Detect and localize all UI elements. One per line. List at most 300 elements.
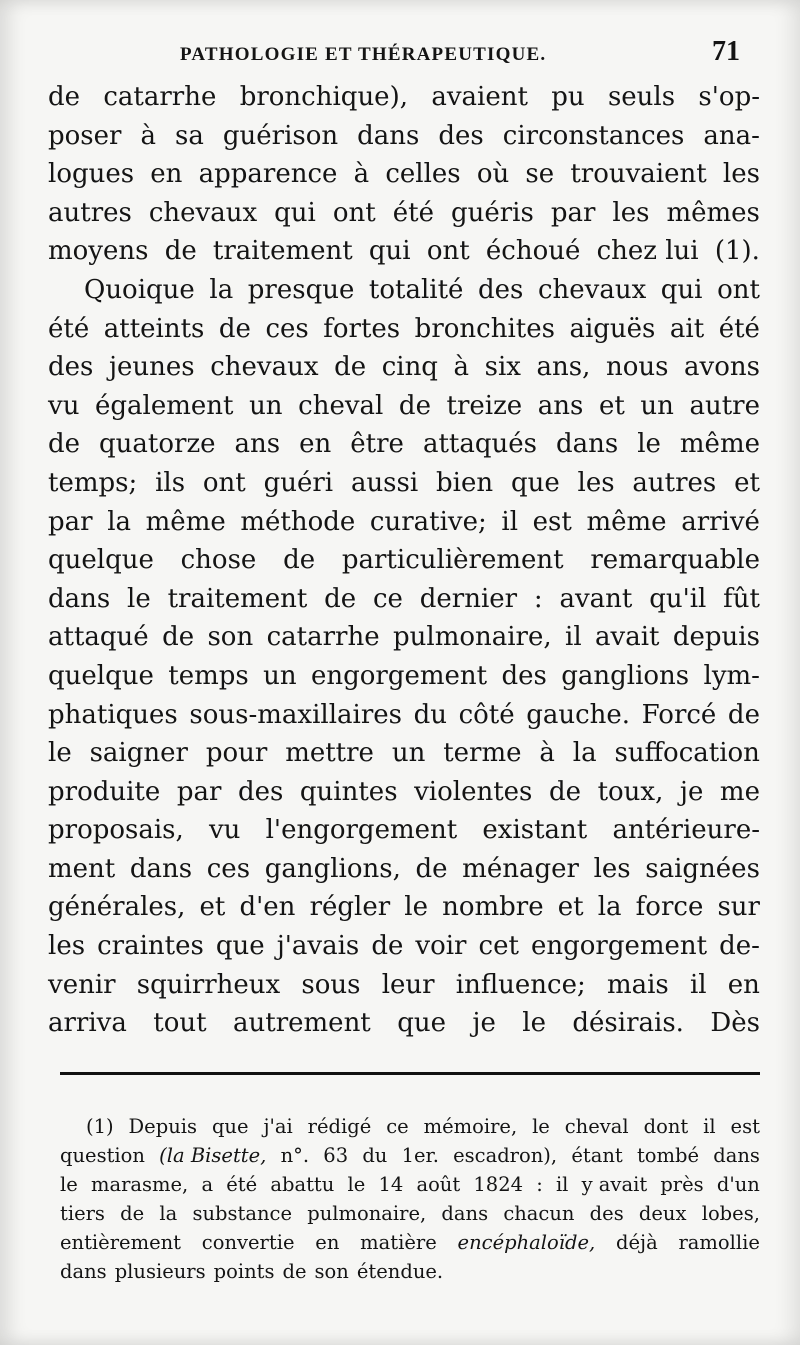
- word: fût: [723, 583, 760, 614]
- word: temps;: [48, 467, 138, 498]
- word: également: [95, 390, 234, 421]
- word: été: [718, 313, 760, 344]
- word: des: [501, 660, 547, 691]
- footnote-word: j'ai: [263, 1115, 293, 1138]
- text-line: [48, 773, 760, 812]
- footnote-word: plusieurs: [114, 1260, 206, 1283]
- text-line: [48, 888, 760, 927]
- footnote-word: le: [347, 1173, 366, 1196]
- word: où: [476, 159, 510, 190]
- word: le: [637, 429, 661, 460]
- word: antérieure-: [612, 815, 760, 846]
- word: me: [719, 776, 760, 807]
- word: cheval: [298, 390, 384, 421]
- text-line: [48, 618, 760, 657]
- text-line: [48, 927, 760, 966]
- word: cet: [478, 931, 519, 962]
- text-line: [48, 387, 760, 426]
- word: suffocation: [614, 738, 760, 769]
- footnote-word: :: [536, 1173, 543, 1196]
- word: ans: [234, 429, 281, 460]
- word: squirrheux: [136, 969, 281, 1000]
- word: mêmes: [666, 197, 760, 228]
- footnote-word: 1er.: [401, 1144, 439, 1167]
- word: influence;: [455, 969, 586, 1000]
- text-line: [48, 811, 760, 850]
- word: catarrhe: [266, 622, 380, 653]
- word: de: [218, 313, 251, 344]
- word: sur: [717, 892, 760, 923]
- word: avaient: [431, 82, 528, 112]
- footnote-word: 63: [323, 1144, 349, 1167]
- word: saigner: [89, 738, 188, 769]
- word: mais: [606, 969, 669, 1000]
- footnote-word: son: [314, 1260, 349, 1283]
- footnote-word: chacun: [503, 1202, 575, 1225]
- word: bronchique),: [239, 82, 408, 112]
- footnote-line: [60, 1199, 760, 1228]
- word: sa: [175, 120, 204, 151]
- word: sous: [301, 969, 361, 1000]
- word: bien: [436, 467, 494, 498]
- word: saignées: [645, 853, 760, 884]
- word: aussi: [350, 467, 419, 498]
- footnote-word: pulmonaire,: [307, 1202, 427, 1225]
- text-line: [48, 657, 760, 696]
- word: autre: [689, 390, 760, 421]
- word: ont: [202, 467, 246, 498]
- word: à: [539, 738, 555, 769]
- text-line: [48, 696, 760, 735]
- word: celles: [385, 159, 461, 190]
- word: les: [722, 159, 760, 190]
- word: autrement: [233, 1008, 371, 1039]
- word: de: [162, 622, 195, 653]
- text-line: [48, 155, 760, 194]
- word: ana-: [703, 120, 760, 151]
- text-line: [48, 464, 760, 503]
- word: engorgement: [310, 660, 488, 691]
- word: avons: [684, 352, 760, 383]
- word: il: [501, 506, 519, 537]
- word: de: [334, 352, 367, 383]
- footnote-word: substance: [192, 1202, 293, 1225]
- footnote-word: points: [213, 1260, 275, 1283]
- footnote-word: dans: [713, 1144, 760, 1167]
- word: ont: [332, 197, 376, 228]
- word: à: [353, 159, 370, 190]
- word: de: [48, 82, 81, 112]
- word: traitement: [167, 583, 308, 614]
- word: vu: [208, 815, 241, 846]
- word: par: [48, 506, 93, 537]
- text-line: [48, 194, 760, 233]
- word: apparence: [198, 159, 338, 190]
- word: méthode: [240, 506, 356, 537]
- word: arrivé: [681, 506, 760, 537]
- word: les: [612, 197, 650, 228]
- word: dans: [555, 429, 619, 460]
- footnote-word: tiers: [60, 1202, 105, 1225]
- word: Forcé: [641, 699, 717, 730]
- footnote-word: le: [60, 1173, 78, 1196]
- text-line: [48, 850, 760, 889]
- text-line: [48, 117, 760, 156]
- word: catarrhe: [103, 82, 217, 112]
- word: le: [127, 583, 151, 614]
- word: produite: [48, 776, 161, 807]
- word: tout: [153, 1008, 207, 1039]
- word: un: [263, 660, 297, 691]
- running-head: PATHOLOGIE ET THÉRAPEUTIQUE.: [180, 44, 547, 65]
- footnote-line: [60, 1228, 760, 1257]
- word: je: [472, 1008, 496, 1039]
- word: en: [150, 159, 183, 190]
- word: les: [577, 467, 615, 498]
- word: un: [640, 390, 674, 421]
- word: par: [176, 776, 222, 807]
- word: force: [635, 892, 704, 923]
- word: dans: [48, 583, 111, 614]
- word: que: [215, 931, 265, 962]
- word: des: [438, 120, 484, 151]
- word: le: [48, 738, 72, 769]
- word: vu: [48, 390, 80, 421]
- page-number: 71: [712, 36, 740, 67]
- word: presque: [247, 274, 355, 305]
- word: de: [548, 776, 581, 807]
- word: le: [404, 892, 428, 923]
- word: mettre: [285, 738, 374, 769]
- footnote-word: convertie: [201, 1231, 295, 1254]
- word: de: [324, 583, 357, 614]
- word: autres: [48, 197, 132, 228]
- word: avait: [595, 622, 660, 653]
- word: il: [565, 622, 582, 653]
- word: chez lui: [596, 236, 699, 267]
- word: le: [522, 1008, 546, 1039]
- word: côté: [458, 699, 515, 730]
- footnote-word: 14: [378, 1173, 404, 1196]
- word: totalité: [368, 274, 464, 305]
- footnote-word: ce: [386, 1115, 409, 1138]
- word: venir: [48, 969, 116, 1000]
- footnote-word: des: [589, 1202, 624, 1225]
- word: quintes: [299, 776, 398, 807]
- footnote-word: matière: [360, 1231, 437, 1254]
- word: en: [727, 969, 760, 1000]
- word: moyens: [48, 236, 149, 267]
- footnote-word: dans: [441, 1202, 489, 1225]
- word: ils: [155, 467, 186, 498]
- word: ces: [265, 313, 309, 344]
- word: toux,: [597, 776, 664, 807]
- word: chevaux: [537, 274, 647, 305]
- word: ces: [206, 853, 251, 884]
- word: de: [398, 390, 431, 421]
- word: Quoique: [84, 274, 195, 305]
- text-line: [48, 425, 760, 464]
- footnote-word: abattu: [270, 1173, 335, 1196]
- footnote-word: deux: [638, 1202, 687, 1225]
- word: Dès: [710, 1008, 760, 1039]
- footnote-line: [60, 1257, 760, 1286]
- footnote-rule: [60, 1072, 760, 1075]
- word: existant: [482, 815, 588, 846]
- word: en: [299, 429, 332, 460]
- word: de: [371, 931, 404, 962]
- footnote-word: déjà: [616, 1231, 658, 1254]
- text-line: [48, 232, 760, 271]
- footnote-word: Depuis: [128, 1115, 198, 1138]
- word: proposais,: [48, 815, 184, 846]
- word: cinq: [381, 352, 438, 383]
- word: leur: [381, 969, 435, 1000]
- text-line: [48, 734, 760, 773]
- word: aiguës: [569, 313, 656, 344]
- word: même: [145, 506, 226, 537]
- word: :: [533, 583, 543, 614]
- word: est: [532, 506, 572, 537]
- footnote-line: [60, 1141, 760, 1170]
- footnote-word: question: [60, 1144, 145, 1167]
- word: treize: [446, 390, 523, 421]
- footnote-line: [60, 1170, 760, 1199]
- word: particulièrement: [341, 545, 564, 576]
- word: ont: [717, 274, 760, 305]
- word: nous: [605, 352, 669, 383]
- footnote-word: étant: [571, 1144, 623, 1167]
- word: un: [391, 738, 426, 769]
- word: gauche.: [526, 699, 631, 730]
- word: de-: [719, 931, 760, 962]
- word: que: [510, 467, 560, 498]
- word: être: [350, 429, 404, 460]
- word: (1).: [714, 236, 760, 267]
- word: de: [48, 429, 81, 460]
- footnote-word: ramollie: [678, 1231, 760, 1254]
- word: guérison: [222, 120, 339, 151]
- word: et: [557, 892, 584, 923]
- footnote-word: est: [730, 1115, 760, 1138]
- footnote-word: entièrement: [60, 1231, 181, 1254]
- word: traitement: [212, 236, 353, 267]
- text-line: [48, 966, 760, 1005]
- word: autres: [632, 467, 717, 498]
- footnote-word: a: [201, 1173, 214, 1196]
- footnote-word: août: [416, 1173, 461, 1196]
- footnote-word: marasme,: [90, 1173, 189, 1196]
- word: de: [283, 545, 316, 576]
- word: son: [207, 622, 254, 653]
- word: qui: [274, 197, 316, 228]
- footnote-word: du: [362, 1144, 388, 1167]
- word: logues: [48, 159, 135, 190]
- text-line: [48, 271, 760, 310]
- word: phatiques: [48, 699, 178, 730]
- word: été: [392, 197, 434, 228]
- word: même: [679, 429, 760, 460]
- word: l'engorgement: [265, 815, 458, 846]
- footnote-word: dont: [643, 1115, 689, 1138]
- word: dans: [357, 120, 420, 151]
- footnote-word: la: [159, 1202, 178, 1225]
- footnote-word: en: [315, 1231, 340, 1254]
- word: et: [734, 467, 760, 498]
- word: terme: [443, 738, 522, 769]
- word: ganglions: [561, 660, 690, 691]
- word: qu'il: [649, 583, 707, 614]
- text-line: [48, 580, 760, 619]
- word: échoué: [485, 236, 581, 267]
- word: bronchites: [414, 313, 555, 344]
- footnote-word: 1824: [473, 1173, 524, 1196]
- word: quelque: [48, 545, 154, 576]
- word: ce: [372, 583, 403, 614]
- footnote-word: n°.: [280, 1144, 310, 1167]
- word: de: [727, 699, 760, 730]
- word: s'op-: [698, 82, 760, 112]
- word: pour: [205, 738, 268, 769]
- footnote-word: lobes,: [701, 1202, 760, 1225]
- word: seuls: [607, 82, 676, 112]
- word: atteints: [103, 313, 205, 344]
- footnote-word: rédigé: [307, 1115, 372, 1138]
- body-text: [48, 78, 760, 1043]
- word: arriva: [48, 1008, 127, 1039]
- word: violentes: [414, 776, 533, 807]
- text-line: [48, 348, 760, 387]
- word: même: [586, 506, 667, 537]
- word: sous-maxillaires: [189, 699, 402, 730]
- word: la: [107, 506, 132, 537]
- word: engorgement: [530, 931, 708, 962]
- word: été: [48, 313, 90, 344]
- word: la: [597, 892, 622, 923]
- word: fortes: [323, 313, 401, 344]
- word: chevaux: [148, 197, 258, 228]
- word: les: [48, 931, 86, 962]
- word: nombre: [442, 892, 544, 923]
- word: quatorze: [99, 429, 216, 460]
- word: quelque: [48, 660, 154, 691]
- word: craintes: [97, 931, 204, 962]
- footnote-word: que: [211, 1115, 249, 1138]
- word: poser: [48, 120, 122, 151]
- word: circonstances: [502, 120, 685, 151]
- word: il: [689, 969, 707, 1000]
- footnote-word: près: [660, 1173, 704, 1196]
- footnote-word: encéphaloïde,: [457, 1231, 596, 1254]
- word: du: [413, 699, 447, 730]
- text-line: [48, 1004, 760, 1043]
- word: chevaux: [210, 352, 319, 383]
- footnote-word: tombé: [636, 1144, 700, 1167]
- footnote-word: mémoire,: [423, 1115, 518, 1138]
- word: je: [679, 776, 704, 807]
- footnote-word: (1): [86, 1115, 114, 1138]
- word: qui: [368, 236, 411, 267]
- footnote-word: d'un: [716, 1173, 760, 1196]
- word: se: [525, 159, 555, 190]
- footnote-word: étendue.: [356, 1260, 444, 1283]
- word: guéri: [263, 467, 334, 498]
- word: ment: [48, 853, 116, 884]
- word: ans,: [536, 352, 591, 383]
- footnote-word: cheval: [564, 1115, 629, 1138]
- word: des: [48, 352, 94, 383]
- footnote-word: (la Bisette,: [159, 1144, 267, 1167]
- footnote-line: [60, 1112, 760, 1141]
- word: ans: [537, 390, 584, 421]
- word: désirais.: [572, 1008, 684, 1039]
- word: trouvaient: [570, 159, 707, 190]
- word: régler: [309, 892, 391, 923]
- word: jeunes: [108, 352, 195, 383]
- footnote-word: de: [282, 1260, 307, 1283]
- text-line: [48, 541, 760, 580]
- word: qui: [660, 274, 703, 305]
- word: et: [199, 892, 226, 923]
- word: par: [550, 197, 596, 228]
- text-line: [48, 310, 760, 349]
- word: de: [415, 853, 448, 884]
- word: voir: [415, 931, 467, 962]
- word: ait: [669, 313, 705, 344]
- word: six: [484, 352, 521, 383]
- footnote-word: de: [120, 1202, 145, 1225]
- word: dernier: [419, 583, 518, 614]
- word: de: [164, 236, 197, 267]
- word: des: [237, 776, 284, 807]
- footnote-word: le: [532, 1115, 550, 1138]
- footnote: [60, 1112, 760, 1286]
- footnote-word: escadron),: [453, 1144, 558, 1167]
- word: la: [572, 738, 597, 769]
- word: que: [397, 1008, 446, 1039]
- footnote-word: il: [555, 1173, 569, 1196]
- word: curative;: [369, 506, 487, 537]
- word: d'en: [239, 892, 296, 923]
- word: ménager: [462, 853, 579, 884]
- word: à: [453, 352, 470, 383]
- word: et: [598, 390, 625, 421]
- word: dans: [129, 853, 193, 884]
- word: ont: [426, 236, 470, 267]
- text-line: [48, 503, 760, 542]
- footnote-word: été: [226, 1173, 258, 1196]
- word: les: [593, 853, 631, 884]
- word: temps: [168, 660, 249, 691]
- word: pulmonaire,: [392, 622, 552, 653]
- word: avant: [559, 583, 633, 614]
- footnote-word: dans: [60, 1260, 107, 1283]
- word: ganglions,: [264, 853, 401, 884]
- word: un: [249, 390, 283, 421]
- word: chose: [180, 545, 257, 576]
- word: j'avais: [276, 931, 360, 962]
- word: guéris: [450, 197, 534, 228]
- word: attaqué: [48, 622, 149, 653]
- word: la: [209, 274, 234, 305]
- footnote-word: il: [703, 1115, 716, 1138]
- word: générales,: [48, 892, 186, 923]
- word: attaqués: [422, 429, 537, 460]
- word: des: [478, 274, 524, 305]
- word: remarquable: [590, 545, 760, 576]
- word: pu: [551, 82, 585, 112]
- word: depuis: [672, 622, 760, 653]
